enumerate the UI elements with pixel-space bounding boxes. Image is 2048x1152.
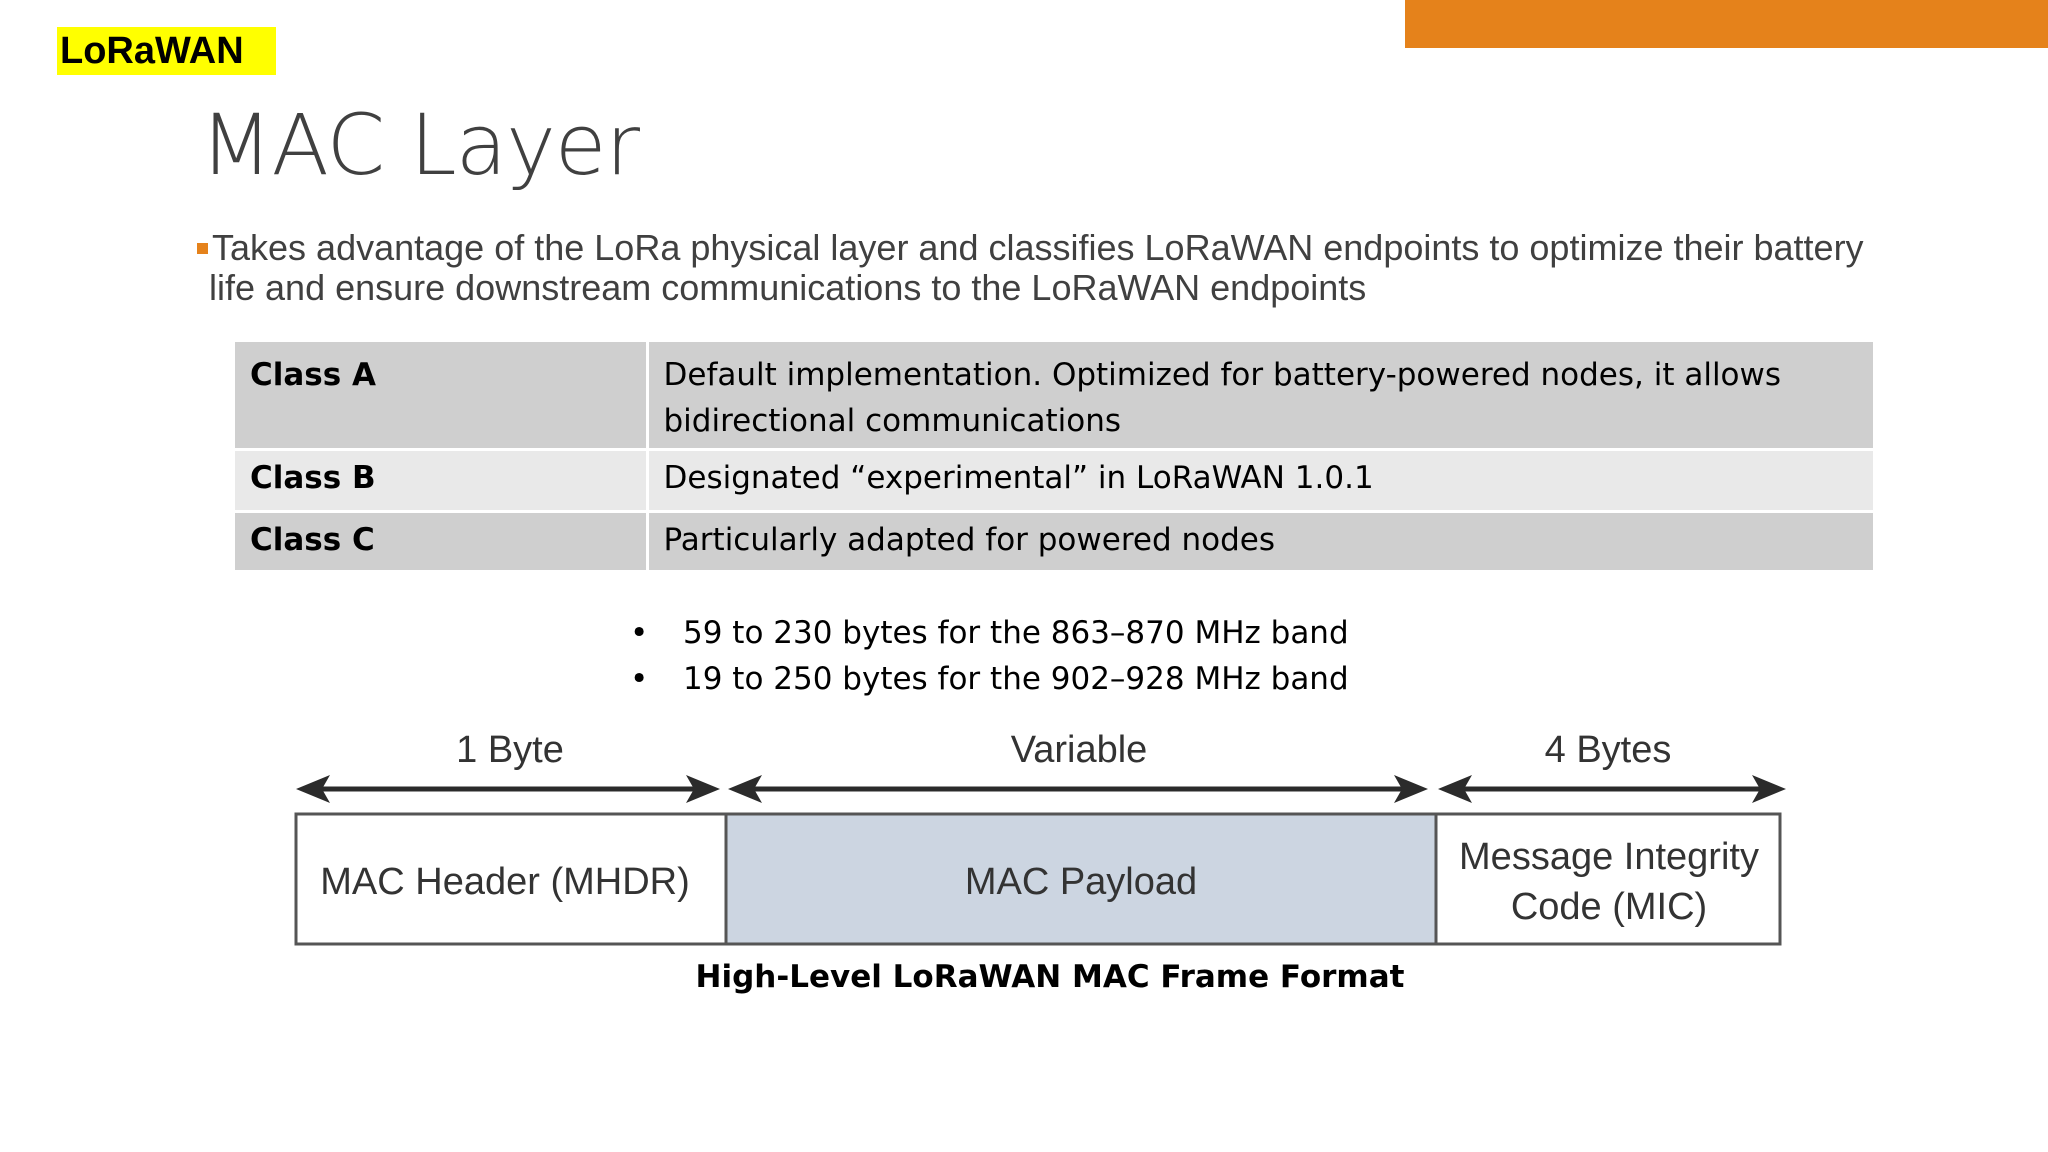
field-label: MAC Header (MHDR) (320, 861, 690, 903)
double-arrow-icon (1438, 775, 1786, 803)
field-label: MAC Payload (964, 861, 1198, 903)
slide-title: MAC Layer (200, 96, 640, 194)
field-label: Code (MIC) (1510, 886, 1708, 928)
list-item-text: 59 to 230 bytes for the 863–870 MHz band (683, 615, 1349, 651)
bullet-icon: • (630, 615, 649, 651)
class-name: Class A (235, 342, 647, 449)
figure-caption: High-Level LoRaWAN MAC Frame Format (695, 959, 1405, 995)
list-item-text: 19 to 250 bytes for the 902–928 MHz band (683, 661, 1349, 697)
double-arrow-icon (728, 775, 1428, 803)
field-size-label: 4 Bytes (1544, 729, 1672, 771)
field-size-label: Variable (1010, 729, 1148, 771)
class-name: Class C (235, 511, 647, 571)
lorawan-tag: LoRaWAN (57, 27, 276, 75)
class-description: Designated “experimental” in LoRaWAN 1.0.1 (647, 449, 1873, 511)
field-label: Message Integrity (1459, 836, 1759, 878)
class-name: Class B (235, 449, 647, 511)
class-description: Particularly adapted for powered nodes (647, 511, 1873, 571)
double-arrow-icon (296, 775, 720, 803)
intro-text: Takes advantage of the LoRa physical layer and classifies LoRaWAN endpoints to optimize their battery life and ensure downstream communications to the LoRaWAN endpoints (209, 227, 1864, 308)
field-size-label: 1 Byte (456, 729, 564, 771)
bullet-icon: • (630, 661, 649, 697)
class-description: Default implementation. Optimized for battery-powered nodes, it allows bidirectional communications (647, 342, 1873, 449)
